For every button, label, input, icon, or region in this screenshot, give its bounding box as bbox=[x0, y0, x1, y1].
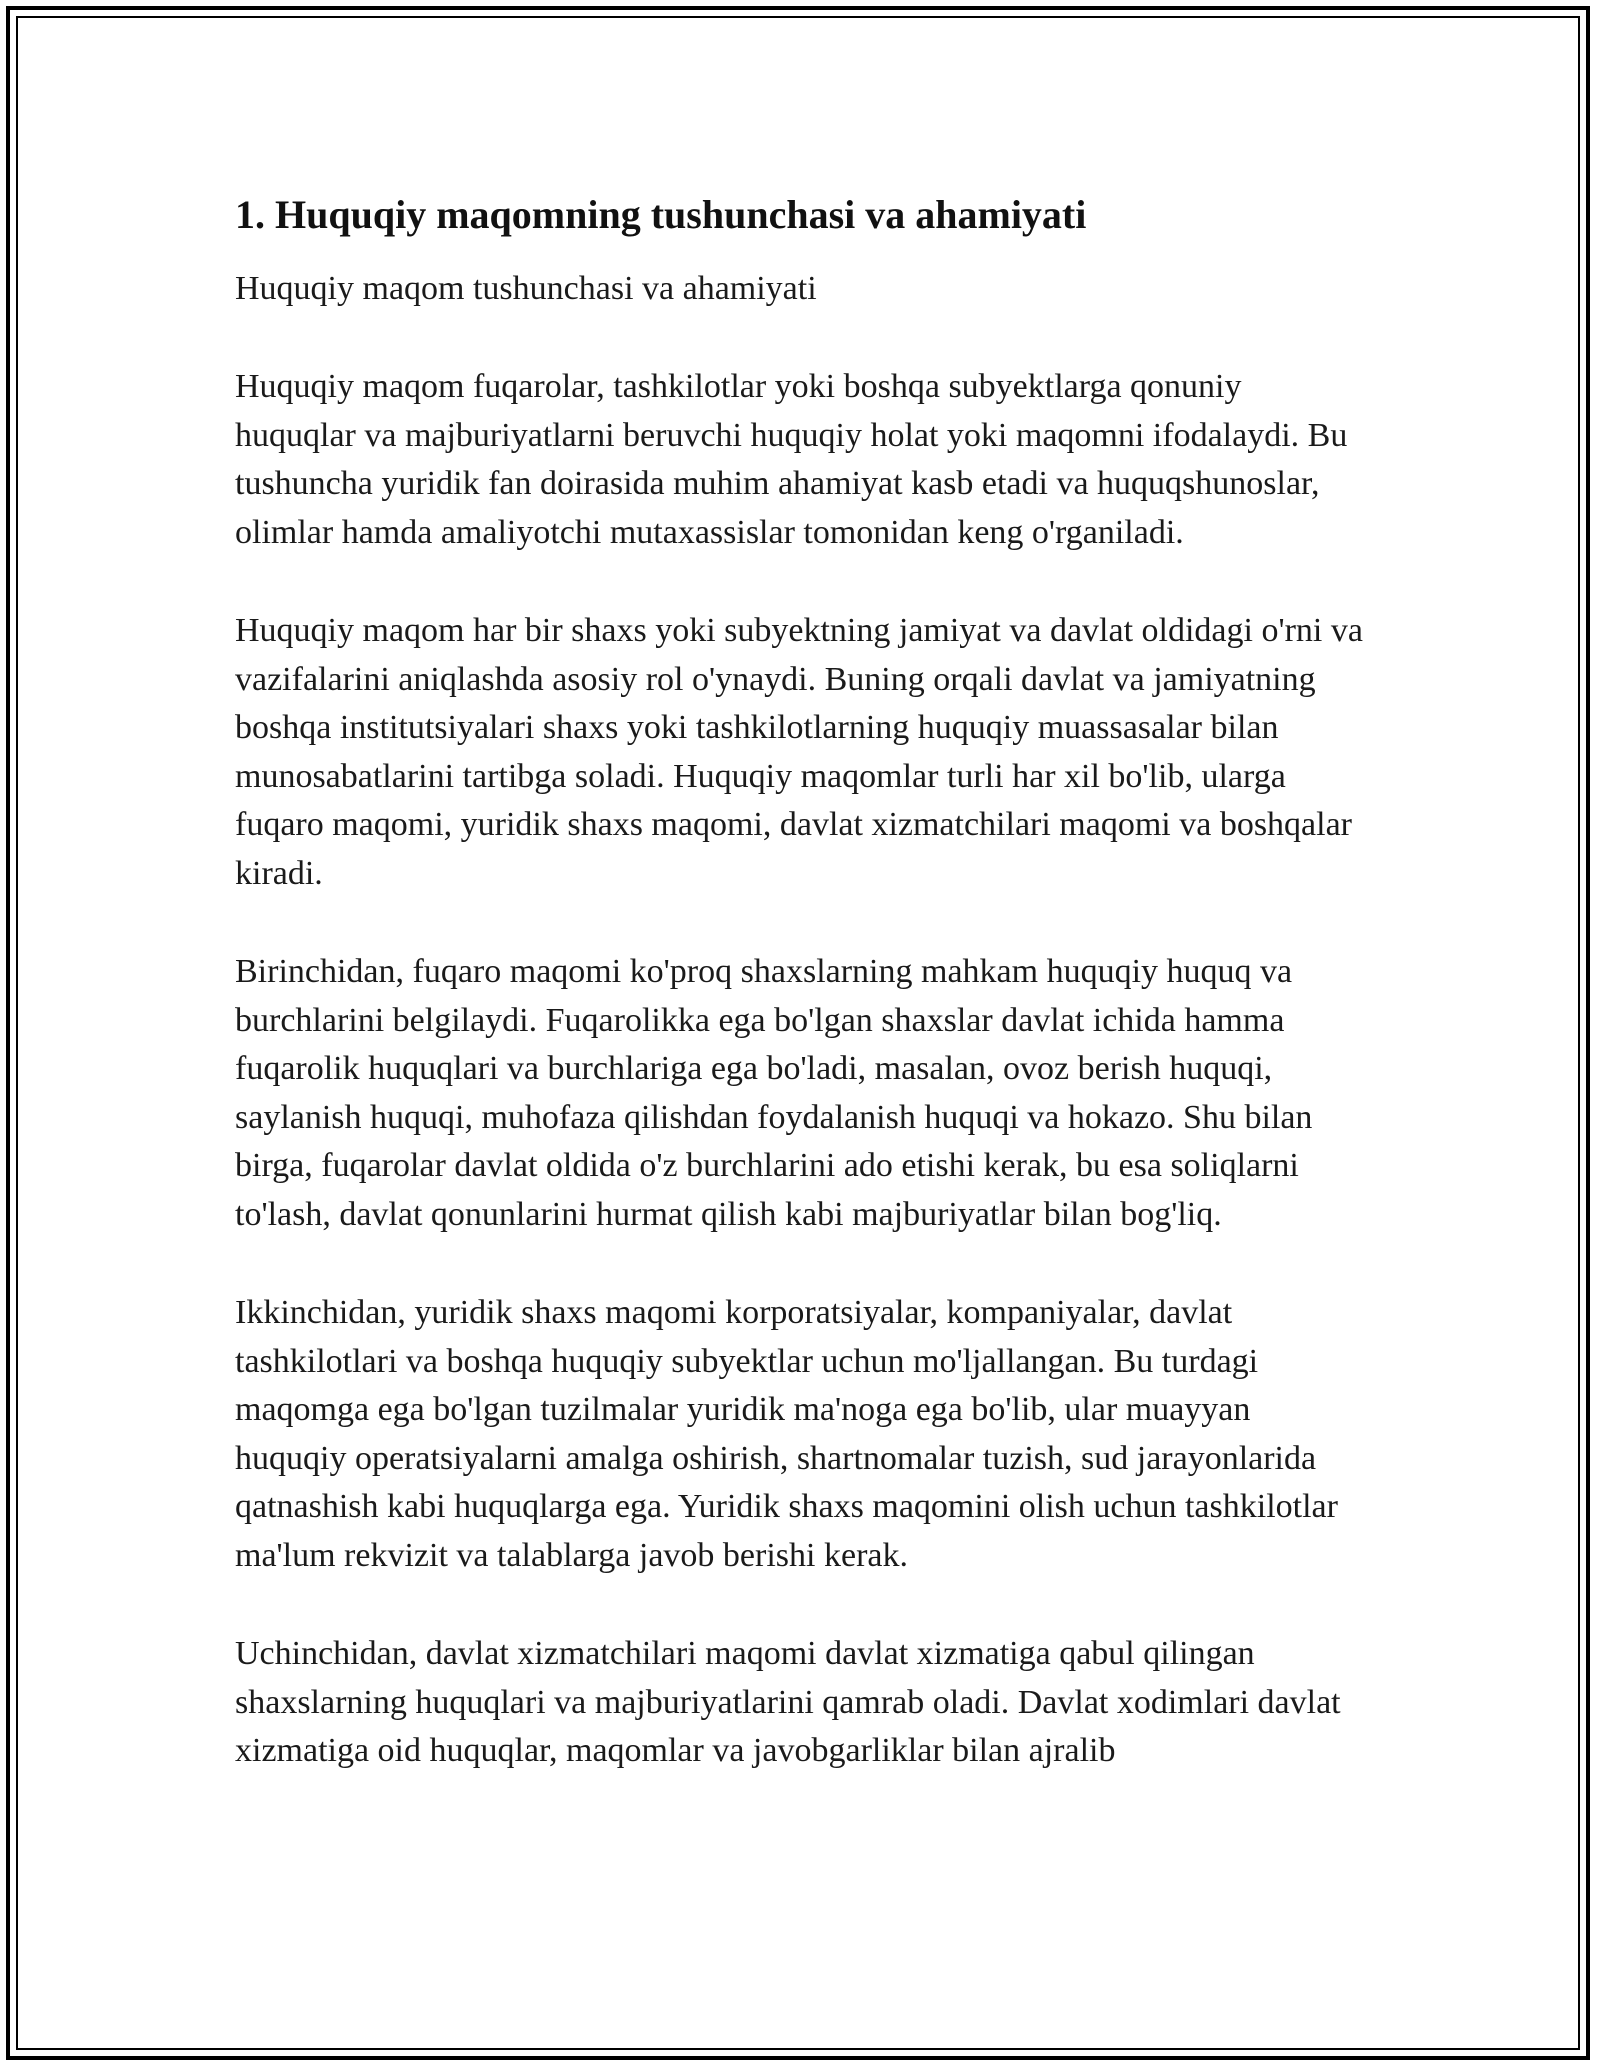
paragraph-1: Huquqiy maqom fuqarolar, tashkilotlar yoki boshqa subyektlarga qonuniy huquqlar va majburiyatlarni beruvchi huquqiy holat yoki maqomni ifodalaydi. Bu tushuncha yuridik fan doirasida muhim ahamiyat kasb etadi va huquqshunoslar, olimlar hamda amaliyotchi mutaxassislar tomonidan keng o'rganiladi. bbox=[235, 368, 1348, 551]
paragraph-3: Birinchidan, fuqaro maqomi ko'proq shaxslarning mahkam huquqiy huquq va burchlarini belgilaydi. Fuqarolikka ega bo'lgan shaxslar davlat ichida hamma fuqarolik huquqlari va burchlariga ega bo'ladi, masalan, ovoz berish huquqi, saylanish huquqi, muhofaza qilishdan foydalanish huquqi va hokazo. Shu bilan birga, fuqarolar davlat oldida o'z burchlarini ado etishi kerak, bu esa soliqlarni to'lash, davlat qonunlarini hurmat qilish kabi majburiyatlar bilan bog'liq. bbox=[235, 953, 1313, 1233]
paragraph-5: Uchinchidan, davlat xizmatchilari maqomi davlat xizmatiga qabul qilingan shaxslarning huquqlari va majburiyatlarini qamrab oladi. Davlat xodimlari davlat xizmatiga oid huquqlar, maqomlar va javobgarliklar bilan ajralib bbox=[235, 1635, 1341, 1769]
document-body bbox=[235, 185, 1370, 1776]
paragraph-4: Ikkinchidan, yuridik shaxs maqomi korporatsiyalar, kompaniyalar, davlat tashkilotlari va boshqa huquqiy subyektlar uchun mo'ljallangan. Bu turdagi maqomga ega bo'lgan tuzilmalar yuridik ma'noga ega bo'lib, ular muayyan huquqiy operatsiyalarni amalga oshirish, shartnomalar tuzish, sud jarayonlarida qatnashish kabi huquqlarga ega. Yuridik shaxs maqomini olish uchun tashkilotlar ma'lum rekvizit va talablarga javob berishi kerak. bbox=[235, 1294, 1338, 1574]
document-title: 1. Huquqiy maqomning tushunchasi va ahamiyati bbox=[235, 192, 1087, 237]
paragraph-2: Huquqiy maqom har bir shaxs yoki subyektning jamiyat va davlat oldidagi o'rni va vazifalarini aniqlashda asosiy rol o'ynaydi. Buning orqali davlat va jamiyatning boshqa institutsiyalari shaxs yoki tashkilotlarning huquqiy muassasalar bilan munosabatlarini tartibga soladi. Huquqiy maqomlar turli har xil bo'lib, ularga fuqaro maqomi, yuridik shaxs maqomi, davlat xizmatchilari maqomi va boshqalar kiradi. bbox=[235, 612, 1363, 892]
document-subtitle: Huquqiy maqom tushunchasi va ahamiyati bbox=[235, 270, 817, 307]
